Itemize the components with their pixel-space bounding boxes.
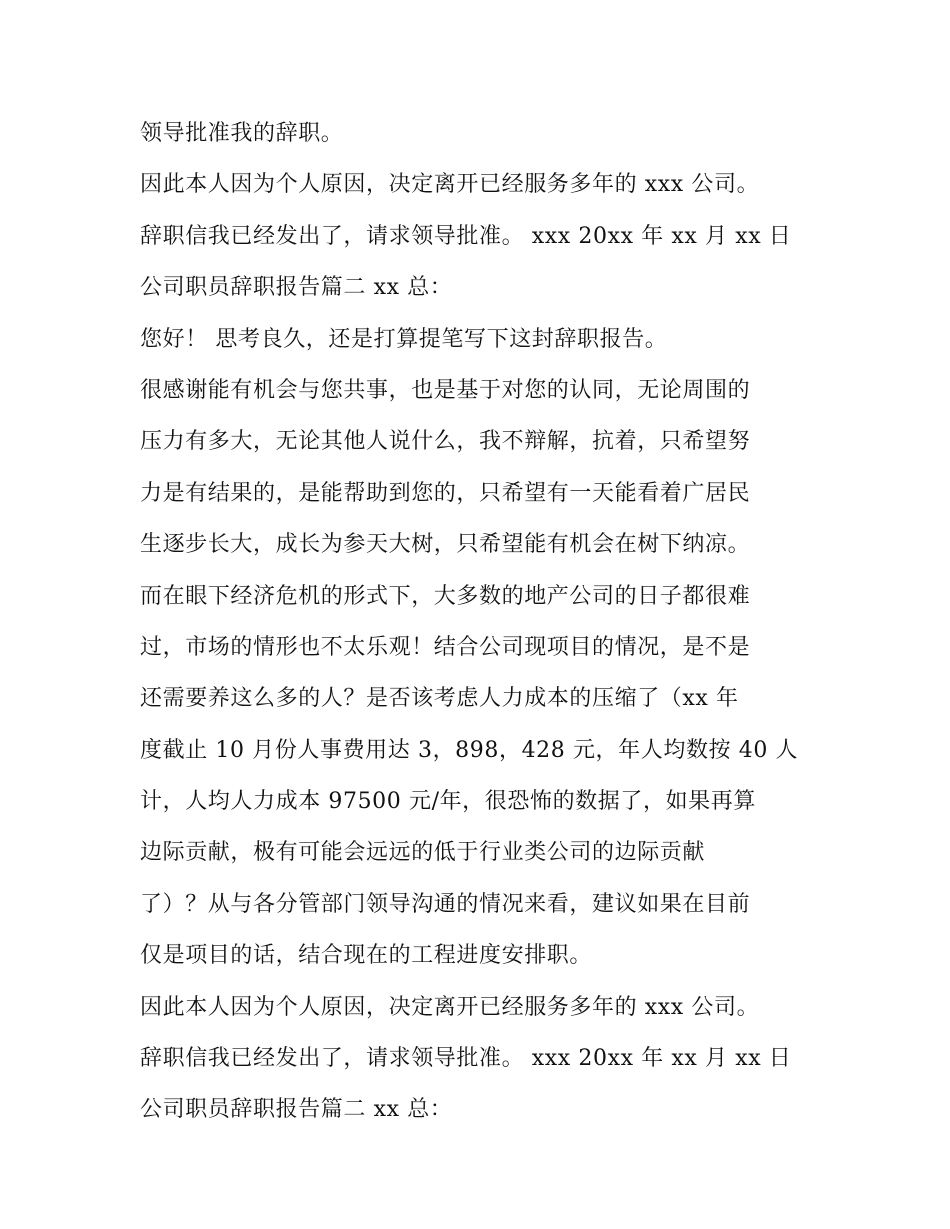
text-line: 很感谢能有机会与您共事，也是基于对您的认同，无论周围的 — [140, 377, 751, 403]
document-body — [140, 108, 830, 1136]
text-line: 过，市场的情形也不太乐观！结合公司现项目的情况，是不是 — [140, 634, 751, 660]
text-line: 辞职信我已经发出了，请求领导批准。 xxx 20xx 年 xx 月 xx 日 — [140, 223, 792, 249]
text-line: 压力有多大，无论其他人说什么，我不辩解，抗着，只希望努 — [140, 429, 751, 455]
text-line: 公司职员辞职报告篇二 xx 总： — [140, 275, 453, 301]
text-line: 度截止 10 月份人事费用达 3，898，428 元，年人均数按 40 人 — [140, 737, 799, 763]
text-line: 了）？从与各分管部门领导沟通的情况来看，建议如果在目前 — [140, 891, 751, 917]
text-line: 因此本人因为个人原因，决定离开已经服务多年的 xxx 公司。 — [140, 994, 760, 1020]
text-line: 公司职员辞职报告篇二 xx 总： — [140, 1097, 453, 1123]
text-line: 边际贡献，极有可能会远远的低于行业类公司的边际贡献 — [140, 840, 706, 866]
text-line: 计，人均人力成本 97500 元/年，很恐怖的数据了，如果再算 — [140, 789, 756, 815]
text-line: 仅是项目的话，结合现在的工程进度安排职。 — [140, 943, 593, 969]
text-line: 领导批准我的辞职。 — [140, 121, 344, 146]
text-line: 力是有结果的，是能帮助到您的，只希望有一天能看着广居民 — [140, 480, 751, 506]
text-line: 还需要养这么多的人？是否该考虑人力成本的压缩了（xx 年 — [140, 686, 739, 712]
text-line: 生逐步长大，成长为参天大树，只希望能有机会在树下纳凉。 — [140, 532, 751, 558]
text-line: 因此本人因为个人原因，决定离开已经服务多年的 xxx 公司。 — [140, 172, 760, 198]
text-line: 辞职信我已经发出了，请求领导批准。 xxx 20xx 年 xx 月 xx 日 — [140, 1046, 792, 1072]
text-line: 您好！ 思考良久，还是打算提笔写下这封辞职报告。 — [140, 326, 668, 352]
text-line: 而在眼下经济危机的形式下，大多数的地产公司的日子都很难 — [140, 583, 751, 609]
